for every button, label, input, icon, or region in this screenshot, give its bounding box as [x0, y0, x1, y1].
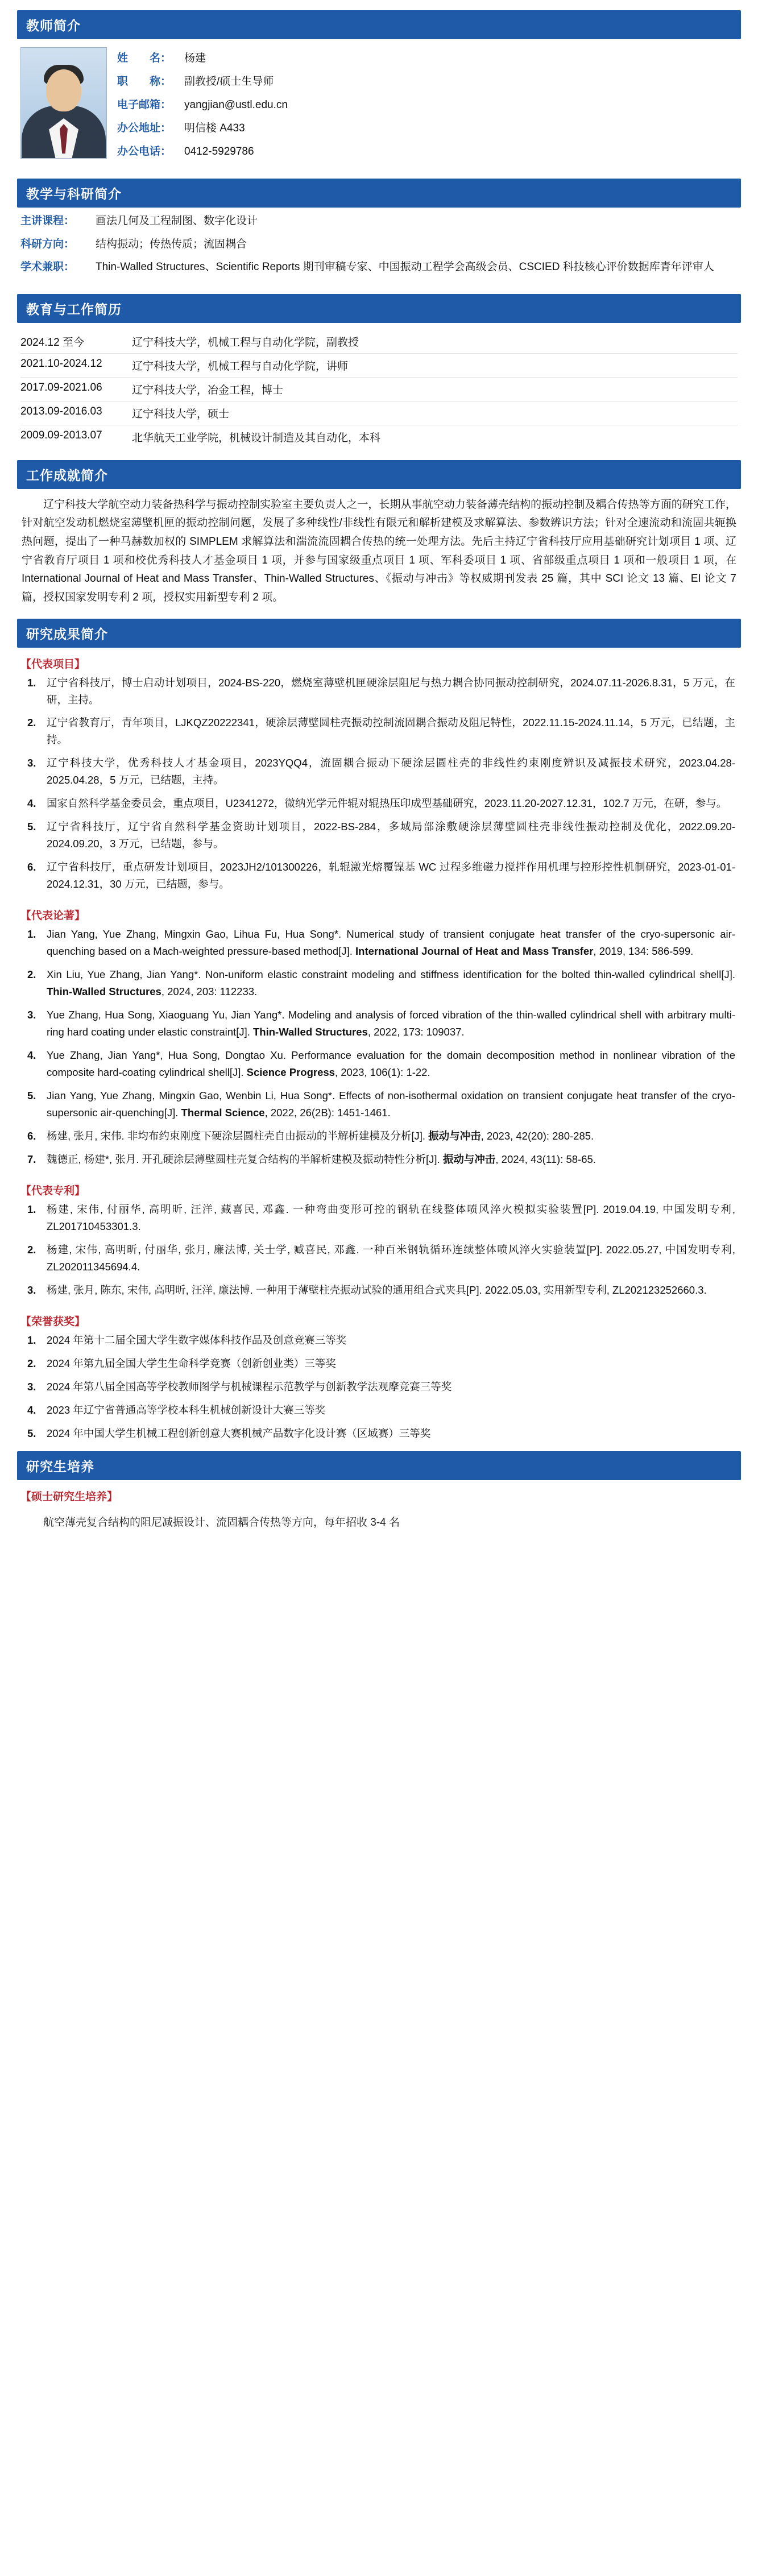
value-office: 明信楼 A433 [184, 122, 245, 134]
section-header-education: 教育与工作简历 [17, 294, 741, 323]
teaching-value: 画法几何及工程制图、数字化设计 [96, 215, 258, 227]
value-email[interactable]: yangjian@ustl.edu.cn [184, 99, 288, 111]
teaching-key: 学术兼职： [20, 261, 75, 273]
list-item: 杨建, 宋伟, 付丽华, 高明昕, 汪洋, 藏喜民, 邓鑫. 一种弯曲变形可控的钢轨在线整体喷风淬火模拟实验装置[P]. 2019.04.19, 中国发明专利, ZL201710453301.3. [47, 1203, 735, 1232]
label-email: 电子邮箱： [117, 99, 172, 111]
section-header-research: 研究成果简介 [17, 619, 741, 648]
list-item: 2024 年第九届全国大学生生命科学竞赛（创新创业类）三等奖 [47, 1357, 336, 1369]
value-title: 副教授/硕士生导师 [184, 76, 274, 88]
teaching-value: 结构振动；传热传质；流固耦合 [96, 238, 247, 250]
list-item: 国家自然科学基金委员会，重点项目，U2341272，微纳光学元件辊对辊热压印成型基础研究，2023.11.20-2027.12.31，102.7 万元，在研，参与。 [47, 797, 727, 810]
section-header-teaching: 教学与科研简介 [17, 179, 741, 208]
list-item: 杨建, 张月, 宋伟. 非均布约束刚度下硬涂层圆柱壳自由振动的半解析建模及分析[J]. 振动与冲击, 2023, 42(20): 280-285. [47, 1129, 594, 1142]
list-item: 杨建, 张月, 陈东, 宋伟, 高明昕, 汪洋, 廉法博. 一种用于薄壁柱壳振动试验的通用组合式夹具[P]. 2022.05.03, 实用新型专利, ZL202123252660.3. [47, 1283, 707, 1296]
list-item: Jian Yang, Yue Zhang, Mingxin Gao, Lihua Fu, Hua Song*. Numerical study of transient conjugate heat transfer of the cryo-supersonic air-quenching based on a Mach-weighted pressure-based method[J]. International Journal of Heat and Mass Transfer, 2019, 134: 586-599. [47, 928, 735, 958]
teaching-row [20, 237, 738, 253]
papers-list [17, 926, 741, 1168]
education-text: 辽宁科技大学，冶金工程，博士 [132, 384, 284, 396]
label-office: 办公地址： [117, 122, 172, 134]
profile-fields [117, 47, 738, 166]
list-item: Yue Zhang, Jian Yang*, Hua Song, Dongtao Xu. Performance evaluation for the domain decomposition method in nonlinear vibration of the composite hard-coating cylindrical shell[J]. Science Progress, 2023, 106(1): 1-22. [47, 1049, 735, 1078]
list-item: 2023 年辽宁省普通高等学校本科生机械创新设计大赛三等奖 [47, 1403, 326, 1416]
education-text: 辽宁科技大学，机械工程与自动化学院，讲师 [132, 360, 349, 372]
education-table [17, 323, 741, 451]
field-office [117, 119, 738, 135]
field-title [117, 73, 738, 88]
table-row [20, 401, 738, 425]
list-item: Jian Yang, Yue Zhang, Mingxin Gao, Wenbin Li, Hua Song*. Effects of non-isothermal oxidation on transient conjugate heat transfer of the cryo-supersonic air-quenching[J]. Thermal Science, 2022, 26(2B): 1451-1461. [47, 1089, 735, 1119]
patents-list [17, 1201, 741, 1299]
list-item: 辽宁省科技厅，博士启动计划项目，2024-BS-220，燃烧室薄壁机匣硬涂层阻尼与热力耦合协同振动控制研究，2024.07.11-2026.8.31，5 万元，在研，主持。 [47, 676, 735, 706]
teaching-list [17, 208, 741, 285]
field-phone [117, 143, 738, 158]
value-name: 杨建 [184, 52, 206, 64]
subheading-awards: 【荣誉获奖】 [20, 1315, 86, 1328]
projects-list [17, 674, 741, 893]
education-date: 2009.09-2013.07 [20, 429, 102, 441]
profile-block [17, 39, 741, 169]
table-row [20, 354, 738, 378]
subheading-patents: 【代表专利】 [20, 1185, 86, 1197]
table-row [20, 425, 738, 449]
list-item: 2024 年中国大学生机械工程创新创意大赛机械产品数字化设计赛（区域赛）三等奖 [47, 1427, 431, 1439]
subheading-projects: 【代表项目】 [20, 658, 86, 670]
label-name: 姓 名： [117, 52, 172, 64]
section-header-achievement: 工作成就简介 [17, 460, 741, 489]
list-item: Xin Liu, Yue Zhang, Jian Yang*. Non-uniform elastic constraint modeling and stiffness identification for the bolted thin-walled cylindrical shell[J]. Thin-Walled Structures, 2024, 203: 112233. [47, 968, 735, 998]
value-phone: 0412-5929786 [184, 146, 254, 158]
label-title: 职 称： [117, 76, 172, 88]
education-date: 2021.10-2024.12 [20, 357, 102, 370]
field-name [117, 49, 738, 65]
table-row [20, 330, 738, 354]
label-phone: 办公电话： [117, 146, 172, 158]
student-paragraph: 航空薄壳复合结构的阻尼减振设计、流固耦合传热等方向，每年招收 3-4 名 [43, 1516, 400, 1529]
list-item: 杨建, 宋伟, 高明昕, 付丽华, 张月, 廉法博, 关士学, 臧喜民, 邓鑫. 一种百米钢轨循环连续整体喷风淬火实验装置[P]. 2022.05.27, 中国发明专利, ZL202011345694.4. [47, 1243, 735, 1273]
education-text: 辽宁科技大学，硕士 [132, 408, 230, 420]
field-email [117, 96, 738, 111]
list-item: 辽宁省教育厅，青年项目，LJKQZ20222341，硬涂层薄壁圆柱壳振动控制流固耦合振动及阻尼特性，2022.11.15-2024.11.14，5 万元，已结题，主持。 [47, 717, 735, 746]
achievement-paragraph: 辽宁科技大学航空动力装备热科学与振动控制实验室主要负责人之一，长期从事航空动力装备薄壳结构的振动控制及耦合传热等方面的研究工作，针对航空发动机燃烧室薄壁机匣的振动控制问题，发展了多种线性/非线性有限元和解析建模及求解算法、参数辨识方法；针对全速流动和流固共轭换热问题，提出了一种马赫数加权的 SIMPLEM 求解算法和湍流流固耦合传热的统一处理方法。先后主持辽宁省科技厅应用基础研究计划项目 1 项、辽宁省教育厅项目 1 项和校优秀科技人才基金项目 1 项，并参与国家级重点项目 1 项、军科委项目 1 项、省部级重点项目 1 项和一般项目 1 项，在 International Journal of Heat and Mass Transfer、Thin-Walled Structures、《振动与冲击》等权威期刊发表 25 篇，其中 SCI 论文 13 篇、EI 论文 7 篇，授权国家发明专利 2 项，授权实用新型专利 2 项。 [22, 498, 736, 603]
list-item: 魏德正, 杨建*, 张月. 开孔硬涂层薄壁圆柱壳复合结构的半解析建模及振动特性分析[J]. 振动与冲击, 2024, 43(11): 58-65. [47, 1153, 596, 1165]
list-item: Yue Zhang, Hua Song, Xiaoguang Yu, Jian Yang*. Modeling and analysis of forced vibration of the thin-walled cylindrical shell with arbitrary multi-ring hard coating under elastic constraint[J]. Thin-Walled Structures, 2022, 173: 109037. [47, 1009, 735, 1038]
subheading-phd: 【硕士研究生培养】 [20, 1490, 118, 1503]
subheading-papers: 【代表论著】 [20, 910, 86, 922]
teaching-row [20, 213, 738, 230]
teaching-key: 主讲课程： [20, 215, 75, 227]
education-date: 2024.12 至今 [20, 336, 84, 349]
list-item: 2024 年第十二届全国大学生数字媒体科技作品及创意竞赛三等奖 [47, 1333, 347, 1346]
avatar [20, 47, 107, 159]
awards-list [17, 1332, 741, 1442]
education-date: 2017.09-2021.06 [20, 381, 102, 394]
list-item: 2024 年第八届全国高等学校教师图学与机械课程示范教学与创新教学法观摩竞赛三等奖 [47, 1380, 452, 1393]
section-header-profile: 教师简介 [17, 10, 741, 39]
list-item: 辽宁省科技厅，重点研发计划项目，2023JH2/101300226，轧辊激光熔覆镍基 WC 过程多维磁力搅拌作用机理与控形控性机制研究，2023-01-01-2024.12.31，30 万元，已结题，参与。 [47, 861, 735, 891]
teaching-value: Thin-Walled Structures、Scientific Reports 期刊审稿专家、中国振动工程学会高级会员、CSCIED 科技核心评价数据库青年评审人 [96, 261, 714, 273]
list-item: 辽宁科技大学，优秀科技人才基金项目，2023YQQ4，流固耦合振动下硬涂层圆柱壳的非线性约束刚度辨识及减振技术研究，2023.04.28-2025.04.28，5 万元，已结题，主持。 [47, 757, 735, 786]
teaching-row [20, 259, 738, 276]
education-text: 辽宁科技大学，机械工程与自动化学院，副教授 [132, 336, 359, 349]
teaching-key: 科研方向： [20, 238, 75, 250]
table-row [20, 378, 738, 401]
list-item: 辽宁省科技厅，辽宁省自然科学基金资助计划项目，2022-BS-284，多域局部涂敷硬涂层薄壁圆柱壳非线性振动控制及优化，2022.09.20-2024.09.20，3 万元，已结题，参与。 [47, 821, 735, 850]
section-header-student: 研究生培养 [17, 1451, 741, 1480]
education-date: 2013.09-2016.03 [20, 405, 102, 417]
education-text: 北华航天工业学院，机械设计制造及其自动化，本科 [132, 432, 381, 444]
